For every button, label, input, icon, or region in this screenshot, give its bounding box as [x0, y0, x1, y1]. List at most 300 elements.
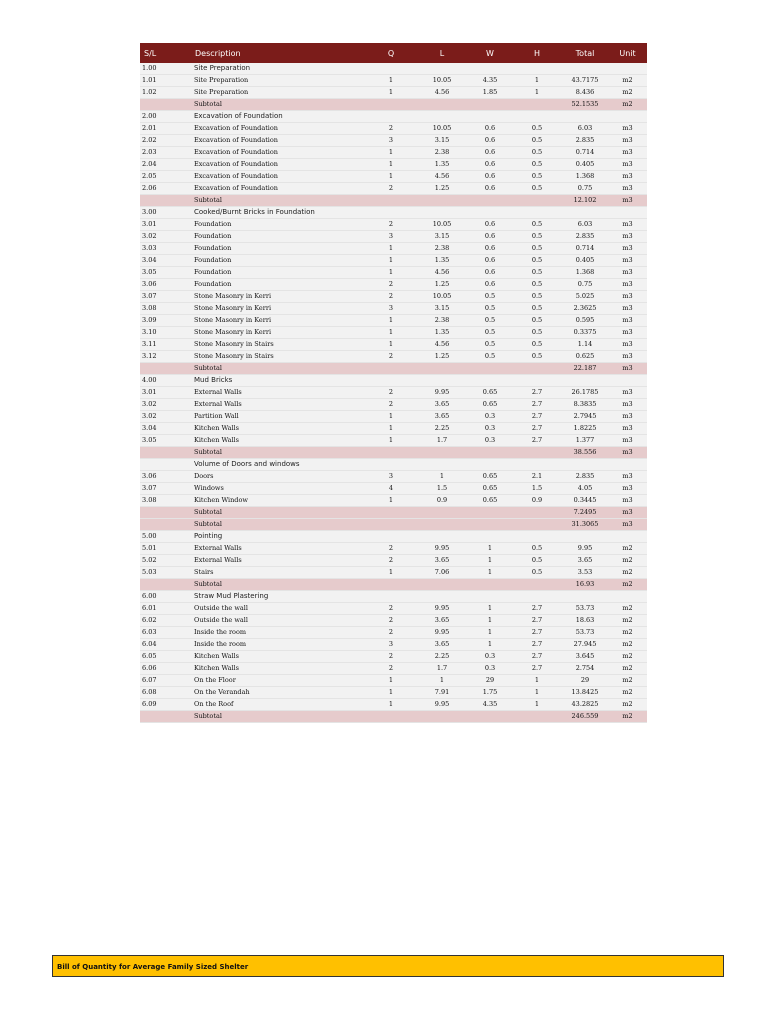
- cell-description: Stairs: [192, 567, 366, 579]
- cell-w: 0.6: [468, 231, 512, 243]
- cell-w: [468, 99, 512, 111]
- subtotal-row: [140, 99, 647, 111]
- cell-q: 3: [366, 471, 416, 483]
- cell-unit: [608, 591, 647, 603]
- cell-q: 1: [366, 147, 416, 159]
- cell-unit: m2: [608, 639, 647, 651]
- cell-unit: m2: [608, 603, 647, 615]
- cell-w: 0.6: [468, 183, 512, 195]
- cell-unit: m3: [608, 123, 647, 135]
- cell-total: 22.187: [562, 363, 608, 375]
- cell-q: 2: [366, 279, 416, 291]
- cell-sl: [140, 519, 192, 531]
- cell-description: Excavation of Foundation: [192, 111, 366, 123]
- cell-total: 1.368: [562, 267, 608, 279]
- cell-l: [416, 111, 468, 123]
- table-row: [140, 627, 647, 639]
- cell-w: 1.75: [468, 687, 512, 699]
- cell-l: 1.7: [416, 663, 468, 675]
- cell-description: Windows: [192, 483, 366, 495]
- cell-h: 0.9: [512, 495, 562, 507]
- cell-total: 0.595: [562, 315, 608, 327]
- table-row: [140, 87, 647, 99]
- cell-description: External Walls: [192, 543, 366, 555]
- cell-h: 1: [512, 675, 562, 687]
- cell-l: [416, 579, 468, 591]
- cell-q: 1: [366, 243, 416, 255]
- cell-w: 0.6: [468, 255, 512, 267]
- cell-l: 1.35: [416, 255, 468, 267]
- cell-l: [416, 207, 468, 219]
- cell-sl: 3.02: [140, 231, 192, 243]
- cell-sl: [140, 99, 192, 111]
- cell-l: 1: [416, 675, 468, 687]
- cell-sl: 2.00: [140, 111, 192, 123]
- cell-w: 0.6: [468, 243, 512, 255]
- cell-h: 0.5: [512, 171, 562, 183]
- cell-l: [416, 519, 468, 531]
- cell-total: 0.3375: [562, 327, 608, 339]
- table-row: [140, 567, 647, 579]
- cell-sl: 6.05: [140, 651, 192, 663]
- cell-description: Excavation of Foundation: [192, 147, 366, 159]
- cell-sl: 5.02: [140, 555, 192, 567]
- cell-h: 1: [512, 687, 562, 699]
- cell-q: [366, 375, 416, 387]
- cell-unit: m3: [608, 327, 647, 339]
- table-row: [140, 543, 647, 555]
- cell-total: 18.63: [562, 615, 608, 627]
- table-row: [140, 471, 647, 483]
- cell-total: [562, 63, 608, 75]
- cell-h: 0.5: [512, 291, 562, 303]
- cell-h: [512, 459, 562, 471]
- cell-h: [512, 99, 562, 111]
- cell-h: 0.5: [512, 351, 562, 363]
- cell-total: 6.03: [562, 123, 608, 135]
- table-row: [140, 315, 647, 327]
- cell-description: Straw Mud Plastering: [192, 591, 366, 603]
- cell-w: 0.5: [468, 291, 512, 303]
- cell-w: 0.5: [468, 339, 512, 351]
- cell-w: 0.5: [468, 327, 512, 339]
- cell-l: [416, 507, 468, 519]
- cell-total: 8.436: [562, 87, 608, 99]
- cell-w: 0.65: [468, 495, 512, 507]
- cell-l: [416, 447, 468, 459]
- cell-description: Subtotal: [192, 711, 366, 723]
- cell-unit: m2: [608, 663, 647, 675]
- cell-unit: m3: [608, 183, 647, 195]
- cell-sl: 3.04: [140, 255, 192, 267]
- table-row: [140, 399, 647, 411]
- table-row: [140, 279, 647, 291]
- cell-sl: 3.04: [140, 423, 192, 435]
- boq-body: [140, 63, 647, 723]
- cell-unit: m2: [608, 687, 647, 699]
- cell-h: 0.5: [512, 219, 562, 231]
- cell-unit: m2: [608, 567, 647, 579]
- cell-unit: [608, 207, 647, 219]
- cell-unit: m3: [608, 219, 647, 231]
- cell-w: 0.5: [468, 315, 512, 327]
- section-row: [140, 207, 647, 219]
- cell-total: 38.556: [562, 447, 608, 459]
- cell-h: 2.7: [512, 387, 562, 399]
- cell-total: 7.2495: [562, 507, 608, 519]
- table-row: [140, 303, 647, 315]
- cell-h: [512, 363, 562, 375]
- cell-w: 1: [468, 555, 512, 567]
- cell-q: 1: [366, 315, 416, 327]
- cell-sl: 1.01: [140, 75, 192, 87]
- header-q: Q: [366, 43, 416, 63]
- subtotal-row: [140, 519, 647, 531]
- cell-h: 1: [512, 699, 562, 711]
- cell-sl: 5.00: [140, 531, 192, 543]
- cell-description: Subtotal: [192, 195, 366, 207]
- cell-q: [366, 363, 416, 375]
- cell-total: 246.559: [562, 711, 608, 723]
- cell-w: 0.6: [468, 279, 512, 291]
- section-row: [140, 111, 647, 123]
- cell-w: 0.3: [468, 435, 512, 447]
- cell-w: 0.3: [468, 651, 512, 663]
- boq-sheet: [140, 43, 647, 723]
- cell-sl: 2.02: [140, 135, 192, 147]
- cell-h: 0.5: [512, 267, 562, 279]
- cell-description: Excavation of Foundation: [192, 135, 366, 147]
- section-row: [140, 375, 647, 387]
- cell-sl: [140, 579, 192, 591]
- cell-h: [512, 519, 562, 531]
- cell-w: [468, 447, 512, 459]
- cell-w: 1: [468, 543, 512, 555]
- cell-unit: m2: [608, 627, 647, 639]
- cell-total: 2.3625: [562, 303, 608, 315]
- cell-sl: 3.02: [140, 411, 192, 423]
- cell-w: [468, 459, 512, 471]
- cell-l: [416, 375, 468, 387]
- cell-w: [468, 207, 512, 219]
- cell-total: 6.03: [562, 219, 608, 231]
- cell-q: 4: [366, 483, 416, 495]
- cell-description: Subtotal: [192, 447, 366, 459]
- cell-total: 1.14: [562, 339, 608, 351]
- cell-unit: m2: [608, 651, 647, 663]
- cell-sl: 3.05: [140, 267, 192, 279]
- cell-q: [366, 111, 416, 123]
- table-row: [140, 351, 647, 363]
- cell-description: External Walls: [192, 399, 366, 411]
- cell-description: Foundation: [192, 231, 366, 243]
- table-row: [140, 687, 647, 699]
- cell-q: [366, 579, 416, 591]
- cell-unit: m2: [608, 555, 647, 567]
- cell-unit: m3: [608, 483, 647, 495]
- cell-description: Stone Masonry in Kerri: [192, 327, 366, 339]
- cell-l: 1.35: [416, 159, 468, 171]
- cell-sl: 3.10: [140, 327, 192, 339]
- cell-w: [468, 111, 512, 123]
- cell-w: [468, 195, 512, 207]
- table-row: [140, 663, 647, 675]
- table-row: [140, 495, 647, 507]
- cell-w: [468, 507, 512, 519]
- cell-q: 2: [366, 555, 416, 567]
- cell-w: 0.3: [468, 663, 512, 675]
- cell-total: [562, 111, 608, 123]
- table-row: [140, 243, 647, 255]
- cell-sl: 3.05: [140, 435, 192, 447]
- section-row: [140, 531, 647, 543]
- cell-unit: m3: [608, 195, 647, 207]
- table-row: [140, 699, 647, 711]
- cell-sl: 2.01: [140, 123, 192, 135]
- table-row: [140, 75, 647, 87]
- cell-w: [468, 579, 512, 591]
- cell-description: Foundation: [192, 255, 366, 267]
- cell-description: Stone Masonry in Kerri: [192, 303, 366, 315]
- cell-total: 27.945: [562, 639, 608, 651]
- cell-unit: m3: [608, 267, 647, 279]
- cell-h: 0.5: [512, 279, 562, 291]
- cell-unit: m3: [608, 147, 647, 159]
- cell-h: 0.5: [512, 135, 562, 147]
- cell-description: Excavation of Foundation: [192, 171, 366, 183]
- cell-sl: 6.06: [140, 663, 192, 675]
- cell-w: 0.6: [468, 267, 512, 279]
- cell-h: 0.5: [512, 147, 562, 159]
- cell-sl: 2.05: [140, 171, 192, 183]
- cell-w: [468, 519, 512, 531]
- cell-sl: 1.02: [140, 87, 192, 99]
- cell-unit: m3: [608, 279, 647, 291]
- cell-description: Stone Masonry in Kerri: [192, 291, 366, 303]
- cell-w: 0.6: [468, 147, 512, 159]
- table-row: [140, 135, 647, 147]
- cell-total: 8.3835: [562, 399, 608, 411]
- cell-q: 1: [366, 567, 416, 579]
- section-row: [140, 591, 647, 603]
- cell-sl: 3.01: [140, 219, 192, 231]
- cell-l: 4.56: [416, 267, 468, 279]
- cell-total: 2.835: [562, 135, 608, 147]
- table-row: [140, 387, 647, 399]
- cell-total: 1.8225: [562, 423, 608, 435]
- cell-total: 26.1785: [562, 387, 608, 399]
- cell-q: 1: [366, 171, 416, 183]
- cell-l: 4.56: [416, 171, 468, 183]
- cell-w: [468, 375, 512, 387]
- cell-sl: 6.08: [140, 687, 192, 699]
- cell-q: 1: [366, 495, 416, 507]
- cell-description: Doors: [192, 471, 366, 483]
- cell-unit: m3: [608, 255, 647, 267]
- cell-h: [512, 591, 562, 603]
- cell-description: External Walls: [192, 387, 366, 399]
- cell-w: 1: [468, 627, 512, 639]
- cell-h: 0.5: [512, 123, 562, 135]
- cell-description: Pointing: [192, 531, 366, 543]
- cell-total: 0.75: [562, 279, 608, 291]
- table-row: [140, 255, 647, 267]
- cell-w: 0.65: [468, 483, 512, 495]
- cell-unit: m2: [608, 615, 647, 627]
- cell-q: [366, 207, 416, 219]
- cell-w: [468, 363, 512, 375]
- table-row: [140, 555, 647, 567]
- header-total: Total: [562, 43, 608, 63]
- cell-description: Excavation of Foundation: [192, 123, 366, 135]
- cell-unit: m3: [608, 135, 647, 147]
- header-sl: S/L: [140, 43, 192, 63]
- cell-total: [562, 459, 608, 471]
- cell-total: 2.754: [562, 663, 608, 675]
- cell-w: [468, 531, 512, 543]
- table-row: [140, 327, 647, 339]
- cell-unit: m2: [608, 699, 647, 711]
- cell-unit: m3: [608, 519, 647, 531]
- cell-sl: 3.01: [140, 387, 192, 399]
- cell-unit: m2: [608, 579, 647, 591]
- cell-total: 2.835: [562, 231, 608, 243]
- cell-h: 0.5: [512, 303, 562, 315]
- cell-l: 2.38: [416, 147, 468, 159]
- cell-w: 0.6: [468, 123, 512, 135]
- cell-unit: m2: [608, 75, 647, 87]
- cell-l: 2.38: [416, 315, 468, 327]
- table-row: [140, 171, 647, 183]
- cell-q: 1: [366, 435, 416, 447]
- cell-description: Site Preparation: [192, 63, 366, 75]
- header-description: Description: [192, 43, 366, 63]
- cell-h: 1: [512, 75, 562, 87]
- table-row: [140, 159, 647, 171]
- cell-l: 4.56: [416, 339, 468, 351]
- cell-sl: 4.00: [140, 375, 192, 387]
- cell-w: 0.65: [468, 399, 512, 411]
- cell-h: 2.7: [512, 603, 562, 615]
- cell-l: [416, 591, 468, 603]
- cell-l: 3.15: [416, 303, 468, 315]
- cell-w: 0.65: [468, 387, 512, 399]
- cell-description: Mud Bricks: [192, 375, 366, 387]
- subtotal-row: [140, 711, 647, 723]
- section-row: [140, 63, 647, 75]
- cell-total: 9.95: [562, 543, 608, 555]
- cell-total: 3.53: [562, 567, 608, 579]
- cell-total: 0.714: [562, 147, 608, 159]
- cell-w: 4.35: [468, 75, 512, 87]
- cell-h: [512, 579, 562, 591]
- cell-w: 1: [468, 615, 512, 627]
- cell-w: [468, 591, 512, 603]
- cell-h: 0.5: [512, 339, 562, 351]
- subtotal-row: [140, 579, 647, 591]
- cell-total: 0.405: [562, 159, 608, 171]
- section-row: [140, 459, 647, 471]
- cell-unit: m3: [608, 387, 647, 399]
- footer-title: Bill of Quantity for Average Family Sized Shelter: [57, 963, 249, 971]
- cell-total: 0.3445: [562, 495, 608, 507]
- cell-l: 9.95: [416, 603, 468, 615]
- cell-sl: 2.06: [140, 183, 192, 195]
- cell-description: Site Preparation: [192, 75, 366, 87]
- cell-description: Foundation: [192, 243, 366, 255]
- cell-w: 0.5: [468, 351, 512, 363]
- cell-h: 0.5: [512, 555, 562, 567]
- cell-unit: m2: [608, 675, 647, 687]
- cell-sl: 1.00: [140, 63, 192, 75]
- cell-h: 2.7: [512, 423, 562, 435]
- header-row: [140, 43, 647, 63]
- cell-w: [468, 63, 512, 75]
- cell-sl: 5.01: [140, 543, 192, 555]
- cell-h: 0.5: [512, 327, 562, 339]
- cell-h: [512, 207, 562, 219]
- cell-description: Subtotal: [192, 99, 366, 111]
- cell-h: 0.5: [512, 231, 562, 243]
- cell-unit: m3: [608, 399, 647, 411]
- cell-h: 2.7: [512, 639, 562, 651]
- cell-description: Kitchen Walls: [192, 663, 366, 675]
- cell-total: 1.377: [562, 435, 608, 447]
- cell-w: [468, 711, 512, 723]
- cell-unit: [608, 531, 647, 543]
- cell-sl: [140, 447, 192, 459]
- cell-l: 9.95: [416, 387, 468, 399]
- cell-unit: m3: [608, 351, 647, 363]
- cell-h: 0.5: [512, 543, 562, 555]
- cell-l: 1.25: [416, 279, 468, 291]
- cell-q: 1: [366, 687, 416, 699]
- cell-l: [416, 459, 468, 471]
- cell-description: Subtotal: [192, 507, 366, 519]
- cell-l: 3.65: [416, 639, 468, 651]
- cell-sl: 3.12: [140, 351, 192, 363]
- cell-q: 2: [366, 123, 416, 135]
- cell-total: 0.625: [562, 351, 608, 363]
- cell-w: 1: [468, 567, 512, 579]
- cell-total: 2.7945: [562, 411, 608, 423]
- cell-h: [512, 447, 562, 459]
- cell-total: 53.73: [562, 627, 608, 639]
- cell-unit: m3: [608, 303, 647, 315]
- cell-h: 0.5: [512, 183, 562, 195]
- cell-total: 5.025: [562, 291, 608, 303]
- cell-total: [562, 207, 608, 219]
- cell-h: [512, 111, 562, 123]
- cell-sl: 6.01: [140, 603, 192, 615]
- cell-q: 1: [366, 339, 416, 351]
- cell-q: 2: [366, 543, 416, 555]
- cell-description: Stone Masonry in Stairs: [192, 351, 366, 363]
- cell-total: 12.102: [562, 195, 608, 207]
- cell-l: 10.05: [416, 291, 468, 303]
- table-row: [140, 339, 647, 351]
- table-row: [140, 651, 647, 663]
- cell-total: 3.65: [562, 555, 608, 567]
- cell-total: 0.405: [562, 255, 608, 267]
- cell-description: On the Floor: [192, 675, 366, 687]
- cell-unit: m3: [608, 507, 647, 519]
- cell-h: 2.7: [512, 663, 562, 675]
- table-row: [140, 291, 647, 303]
- cell-h: 2.7: [512, 435, 562, 447]
- cell-sl: 3.08: [140, 495, 192, 507]
- cell-h: 2.7: [512, 651, 562, 663]
